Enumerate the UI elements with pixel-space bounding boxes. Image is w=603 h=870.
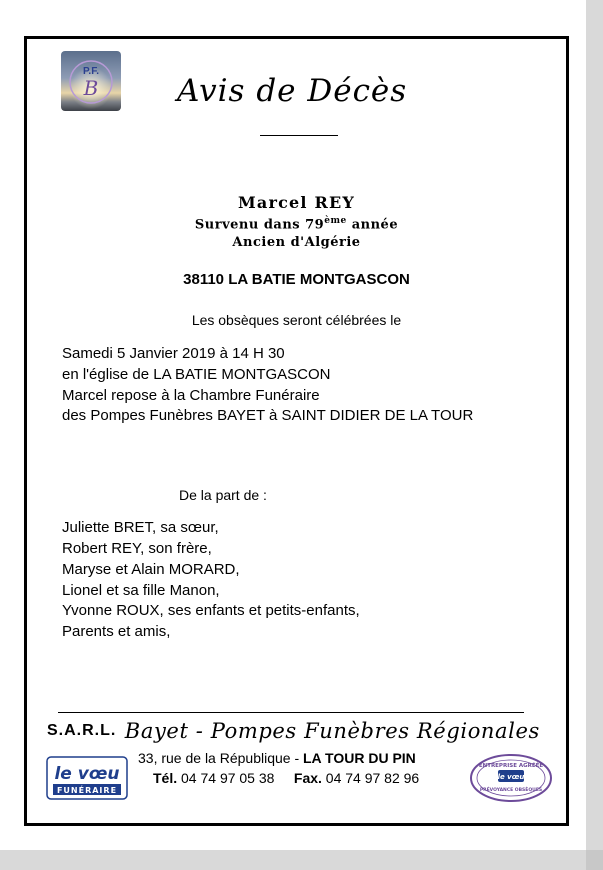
address-street: 33, rue de la République - <box>138 750 303 766</box>
deceased-city: 38110 LA BATIE MONTGASCON <box>183 271 410 288</box>
pfb-logo <box>61 51 121 111</box>
family-line: Maryse et Alain MORARD, <box>62 561 240 578</box>
pfb-logo-letter: B <box>83 76 99 100</box>
company-name: Bayet - Pompes Funèbres Régionales <box>124 719 540 743</box>
family-intro: De la part de : <box>179 487 267 503</box>
family-line: Parents et amis, <box>62 623 171 640</box>
age-superscript: ème <box>324 216 347 226</box>
family-line: Robert REY, son frère, <box>62 540 212 557</box>
age-suffix: année <box>346 217 399 233</box>
company-prefix: S.A.R.L. <box>47 722 117 739</box>
ceremony-line-church: en l'église de LA BATIE MONTGASCON <box>62 366 331 383</box>
agree-logo-center: le vœu <box>497 773 525 781</box>
ceremony-line-funeral-home: des Pompes Funèbres BAYET à SAINT DIDIER DE LA TOUR <box>62 407 474 424</box>
fax-value: 04 74 97 82 96 <box>321 770 420 786</box>
company-heading <box>47 719 540 743</box>
agree-logo-bottom: PRÉVOYANCE OBSÈQUES <box>479 788 543 793</box>
entreprise-agreee-logo <box>469 753 553 803</box>
tel-value: 04 74 97 05 38 <box>177 770 275 786</box>
levoeu-logo-line1: le vœu <box>54 764 120 784</box>
page-edge-right <box>586 0 603 870</box>
pfb-logo-text-top: P.F. <box>83 66 99 77</box>
tel-label: Tél. <box>153 770 178 786</box>
ceremony-line-date: Samedi 5 Janvier 2019 à 14 H 30 <box>62 345 285 362</box>
family-line: Juliette BRET, sa sœur, <box>62 519 219 536</box>
agree-logo-top: ENTREPRISE AGRÉÉE <box>478 763 544 769</box>
fax-label: Fax. <box>293 770 322 786</box>
ceremony-line-chamber: Marcel repose à la Chambre Funéraire <box>62 387 320 404</box>
ceremony-intro: Les obsèques seront célébrées le <box>191 312 402 328</box>
title-divider <box>260 135 338 136</box>
deceased-name: Marcel REY <box>238 193 355 212</box>
footer-divider <box>58 712 524 713</box>
family-line: Yvonne ROUX, ses enfants et petits-enfants, <box>62 602 360 619</box>
levoeu-logo-line2: FUNÉRAIRE <box>56 786 118 795</box>
notice-title: Avis de Décès <box>177 73 408 109</box>
company-address <box>138 750 416 766</box>
age-prefix: Survenu dans 79 <box>194 217 325 233</box>
address-city: LA TOUR DU PIN <box>303 750 416 766</box>
levoeu-funeraire-logo <box>45 755 129 801</box>
family-line: Lionel et sa fille Manon, <box>62 582 220 599</box>
death-notice-frame <box>24 36 569 826</box>
page-edge-bottom <box>0 850 603 870</box>
deceased-origin: Ancien d'Algérie <box>232 235 361 250</box>
deceased-age <box>27 216 566 232</box>
company-phones <box>153 770 419 786</box>
page-edge-corner <box>586 850 603 870</box>
